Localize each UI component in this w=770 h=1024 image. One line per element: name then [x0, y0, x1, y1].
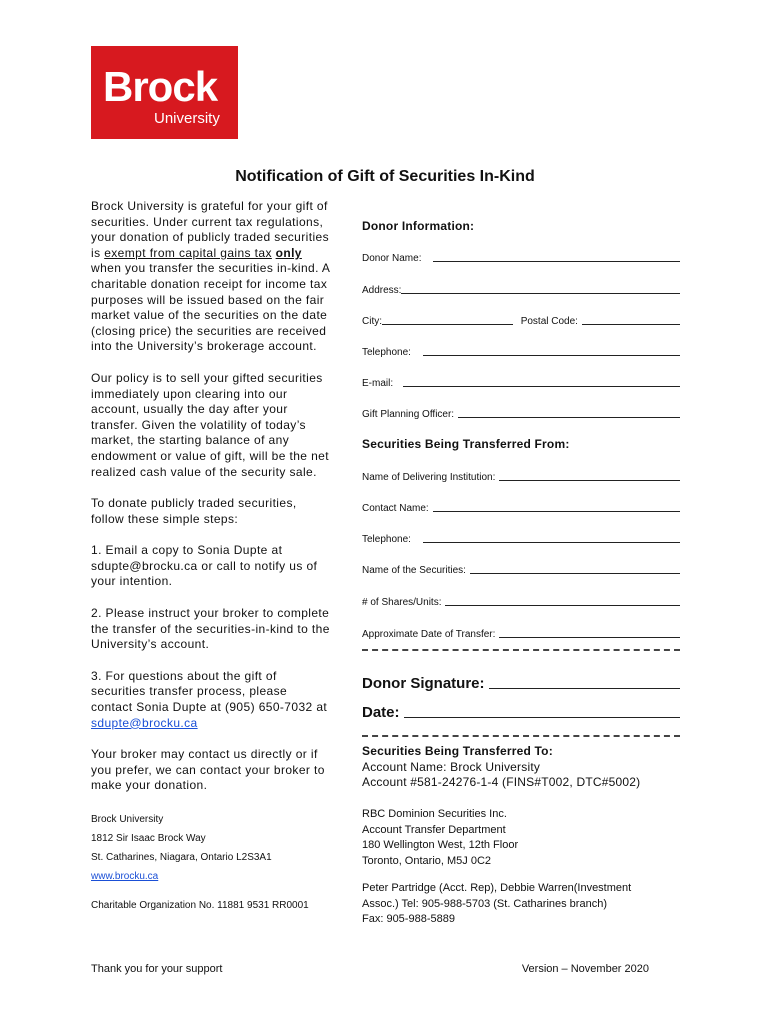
intro-text-start: Brock University is grateful for your gift of securities. Under current tax regulations, your donation of publicly traded securities is: [91, 199, 329, 260]
shares-units-label: # of Shares/Units:: [362, 597, 442, 608]
donor-telephone-field[interactable]: [362, 344, 680, 358]
securities-name-line[interactable]: [470, 573, 680, 574]
donor-name-field[interactable]: [362, 250, 680, 264]
shares-units-line[interactable]: [445, 605, 680, 606]
policy-paragraph: Our policy is to sell your gifted securities immediately upon clearing into our account, usually the day after your transfer. Given the volatility of today’s market, the starting balance of any endowment or value of gift, will be the net realized cash value of the security sale.: [91, 370, 329, 479]
address-line-2: 1812 Sir Isaac Brock Way: [91, 833, 206, 844]
rbc-line-3: 180 Wellington West, 12th Floor: [362, 839, 519, 852]
gift-planning-officer-line[interactable]: [458, 417, 680, 418]
intro-paragraph: [91, 199, 331, 355]
exempt-text: exempt from capital gains tax: [104, 245, 272, 260]
delivering-institution-label: Name of Delivering Institution:: [362, 472, 496, 483]
shares-units-field[interactable]: [362, 594, 680, 608]
rbc-line-1: RBC Dominion Securities Inc.: [362, 808, 507, 820]
brock-university-logo: [91, 46, 238, 139]
date-label: Date:: [362, 704, 400, 721]
rbc-contact-line-3: Fax: 905-988-5889: [362, 913, 455, 926]
date-field[interactable]: [362, 703, 680, 721]
address-line[interactable]: [401, 293, 680, 294]
donor-info-heading: Donor Information:: [362, 219, 475, 233]
rbc-address-block: [362, 807, 518, 869]
page-title: Notification of Gift of Securities In-Kind: [235, 168, 535, 185]
donor-name-label: Donor Name:: [362, 253, 422, 264]
delivering-institution-line[interactable]: [499, 480, 680, 481]
dashed-divider-2: [362, 735, 680, 737]
delivering-institution-field[interactable]: [362, 469, 680, 483]
city-label: City:: [362, 316, 382, 327]
charitable-number: Charitable Organization No. 11881 9531 RR0001: [91, 900, 309, 911]
date-line[interactable]: [404, 717, 680, 718]
step-3: [91, 669, 331, 731]
left-column: [91, 199, 331, 915]
address-line-1: Brock University: [91, 814, 164, 825]
donor-signature-label: Donor Signature:: [362, 675, 485, 692]
address-label: Address:: [362, 285, 402, 296]
postal-code-label: Postal Code:: [520, 316, 578, 327]
logo-brand-text: Brock: [103, 63, 218, 110]
thanks-text: Thank you for your support: [91, 963, 223, 975]
city-line[interactable]: [382, 324, 513, 325]
gift-planning-officer-label: Gift Planning Officer:: [362, 409, 455, 420]
transferred-to-heading: Securities Being Transferred To:: [362, 744, 553, 758]
website-link[interactable]: www.brocku.ca: [91, 871, 159, 882]
step-2: 2. Please instruct your broker to complete the transfer of the securities-in-kind to the University’s account.: [91, 606, 330, 652]
broker-telephone-field[interactable]: [362, 531, 680, 545]
version-text: Version – November 2020: [521, 963, 649, 975]
transfer-date-line[interactable]: [499, 637, 680, 638]
rbc-contact-line-2: Assoc.) Tel: 905-988-5703 (St. Catharines branch): [362, 897, 607, 910]
broker-paragraph: Your broker may contact us directly or if you prefer, we can contact your broker to make your donation.: [91, 747, 325, 793]
account-number: Account #581-24276-1-4 (FINS#T002, DTC#5002): [362, 775, 641, 790]
email-link[interactable]: sdupte@brocku.ca: [91, 715, 198, 730]
dashed-divider-1: [362, 649, 680, 651]
transfer-date-label: Approximate Date of Transfer:: [362, 629, 496, 640]
donor-signature-field[interactable]: [362, 674, 680, 692]
broker-telephone-line[interactable]: [423, 542, 680, 543]
contact-name-label: Contact Name:: [362, 503, 429, 514]
logo-sub-text: University: [154, 110, 220, 127]
rbc-line-4: Toronto, Ontario, M5J 0C2: [362, 854, 492, 867]
donor-telephone-label: Telephone:: [362, 347, 411, 358]
rbc-line-2: Account Transfer Department: [362, 823, 506, 836]
email-line[interactable]: [403, 386, 680, 387]
donor-name-line[interactable]: [433, 261, 680, 262]
rbc-contact-line-1: Peter Partridge (Acct. Rep), Debbie Warren(Investment: [362, 882, 632, 894]
rbc-contact-block: [362, 881, 631, 928]
step-3-text: 3. For questions about the gift of securities transfer process, please contact Sonia Dupte at (905) 650-7032 at: [91, 668, 328, 715]
transfer-date-field[interactable]: [362, 626, 680, 640]
contact-name-line[interactable]: [433, 511, 680, 512]
address-field[interactable]: [362, 282, 680, 296]
address-line-3: St. Catharines, Niagara, Ontario L2S3A1: [91, 852, 272, 863]
securities-name-label: Name of the Securities:: [362, 565, 466, 576]
account-name: Account Name: Brock University: [362, 759, 541, 774]
donor-telephone-line[interactable]: [423, 355, 680, 356]
donor-signature-line[interactable]: [489, 688, 681, 689]
securities-name-field[interactable]: [362, 562, 680, 576]
university-address: [91, 810, 331, 886]
intro-text-end: when you transfer the securities in-kind. A charitable donation receipt for income tax purposes will be issued based on the fair market value of the securities on the date (closing price) the securities are received into the University’s brokerage account.: [91, 261, 330, 354]
postal-code-line[interactable]: [582, 324, 680, 325]
contact-name-field[interactable]: [362, 500, 680, 514]
broker-telephone-label: Telephone:: [362, 534, 411, 545]
email-field[interactable]: [362, 375, 680, 389]
transferred-from-heading: Securities Being Transferred From:: [362, 437, 570, 451]
step-1: 1. Email a copy to Sonia Dupte at sdupte@brocku.ca or call to notify us of your intention.: [91, 543, 318, 589]
only-text: only: [275, 245, 302, 260]
gift-planning-officer-field[interactable]: [362, 406, 680, 420]
steps-intro: To donate publicly traded securities, follow these simple steps:: [91, 496, 297, 526]
transferred-to-block: [362, 744, 640, 791]
city-postal-field[interactable]: [362, 313, 680, 327]
email-label: E-mail:: [362, 378, 394, 389]
